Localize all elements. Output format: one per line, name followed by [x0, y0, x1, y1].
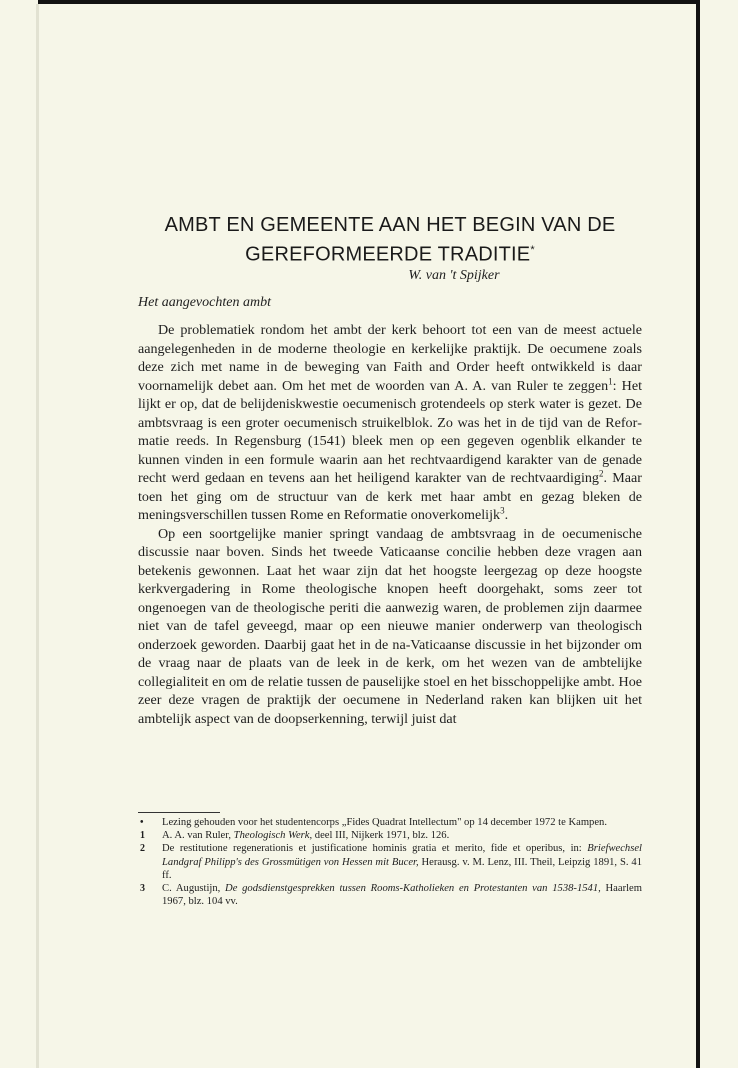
footnote-3-text-a: C. Augustijn,: [162, 883, 226, 895]
paragraph-1-part-3: . Maar toen het ging om de structuur van de kerk met haar ambt en gezag bleken de meningsverschillen tussen Rome en Reformatie onoverkomelijk: [138, 470, 642, 523]
footnote-1: [138, 829, 642, 842]
paragraph-1-part-4: .: [504, 507, 509, 523]
paragraph-1-part-2: : Het lijkt er op, dat de belijdeniskwestie oecumenisch grotendeels op sterk water is gezet. De ambtsvraag is een groter oecumenisch struikelblok. Zo was het in de tijd van de Reformatie reeds. In Regensburg (1541) bleek men op een gegeven ogenblik elkander te kunnen vinden in een formule waarin aan het rechtvaardigend karakter van de genade recht werd gedaan en tevens aan het heiligend karakter van de rechtvaardiging: [138, 377, 643, 486]
footnote-2-title: Briefwechsel Landgraf Philipp's des Grossmütigen von Hessen mit Bucer,: [162, 843, 642, 868]
article-body: [138, 321, 642, 728]
footnote-ref-2[interactable]: 2: [598, 468, 604, 479]
footnote-1-mark: 1: [140, 830, 145, 842]
footnote-ref-1[interactable]: 1: [608, 375, 613, 386]
article-title: [138, 213, 642, 268]
footnote-star-text: Lezing gehouden voor het studentencorps „Fides Quadrat Intellectum" op 14 december 1972 te Kampen.: [162, 817, 608, 828]
footnote-star-mark: •: [140, 817, 144, 828]
footnote-2-mark: 2: [140, 843, 145, 855]
author-name: W. van 't Spijker: [408, 268, 500, 283]
footnote-1-text-b: deel III, Nijkerk 1971, blz. 126.: [312, 830, 450, 842]
paragraph-1-part-1: De problematiek rondom het ambt der kerk behoort tot een van de meest actuele aangelegenheden in de moderne theologie en kerkelijke praktijk. De oecumene zoals deze zich met name in de beweging van Faith and Order heeft ontwikkeld is daar voornamelijk debet aan. Om het met de woorden van A. A. van Ruler te zeggen: [138, 322, 642, 394]
footnote-3-mark: 3: [140, 883, 145, 895]
footnote-star: [138, 816, 642, 829]
footnote-3-title: De godsdienstgesprekken tussen Rooms-Katholieken en Protestanten van 1538-1541,: [225, 883, 601, 895]
scan-edge-right: [696, 0, 700, 1068]
footnote-1-title: Theologisch Werk,: [233, 830, 313, 842]
title-line-1: AMBT EN GEMEENTE AAN HET BEGIN VAN DE: [164, 214, 616, 236]
section-heading: Het aangevochten ambt: [138, 295, 271, 310]
footnote-1-text-a: A. A. van Ruler,: [162, 830, 234, 842]
paragraph-2: Op een soortgelijke manier springt vandaag de ambtsvraag in de oecumenische discussie naar boven. Sinds het tweede Vaticaanse concilie hebben deze vragen aan betekenis gewonnen. Laat het waar zijn dat het hoogste leergezag op deze hoogste kerkvergadering in Rome theologische knopen heeft doorgehakt, soms zeer tot ongenoegen van de theologische periti die aanwezig waren, de problemen zijn daarmee niet van de tafel geveegd, maar op een nieuwe manier onderwerp van theologisch onderzoek geworden. Daarbij gaat het in de na-Vaticaanse discussie in het bijzonder om de vraag naar de plaats van de leek in de kerk, om het wezen van de ambtelijke collegialiteit en om de relatie tussen de pauselijke stoel en het bisschoppelijke ambt. Hoe zeer deze vragen de praktijk der oecumene in Nederland raken kan blijken uit het ambtelijk aspect van de doopserkenning, terwijl juist dat: [138, 525, 642, 727]
title-footnote-mark: *: [530, 244, 535, 256]
footnote-2: [138, 842, 642, 882]
footnotes-list: [138, 816, 642, 908]
footnote-2-text-a: De restitutione regenerationis et justificatione hominis gratia et merito, fide et operibus, in:: [162, 843, 588, 855]
paragraph-1: [138, 321, 642, 525]
scan-edge-left: [36, 4, 39, 1068]
footnote-2-text-b: Herausg. v. M. Lenz, III. Theil, Leipzig 1891, S. 41 ff.: [162, 856, 642, 881]
footnote-3: [138, 882, 642, 908]
scan-edge-top: [38, 0, 700, 4]
title-line-2: GEREFORMEERDE TRADITIE: [245, 243, 531, 266]
footnote-ref-3[interactable]: 3: [500, 505, 505, 516]
footnote-divider: [138, 812, 220, 813]
footnote-3-text-b: Haarlem 1967, blz. 104 vv.: [162, 883, 642, 908]
